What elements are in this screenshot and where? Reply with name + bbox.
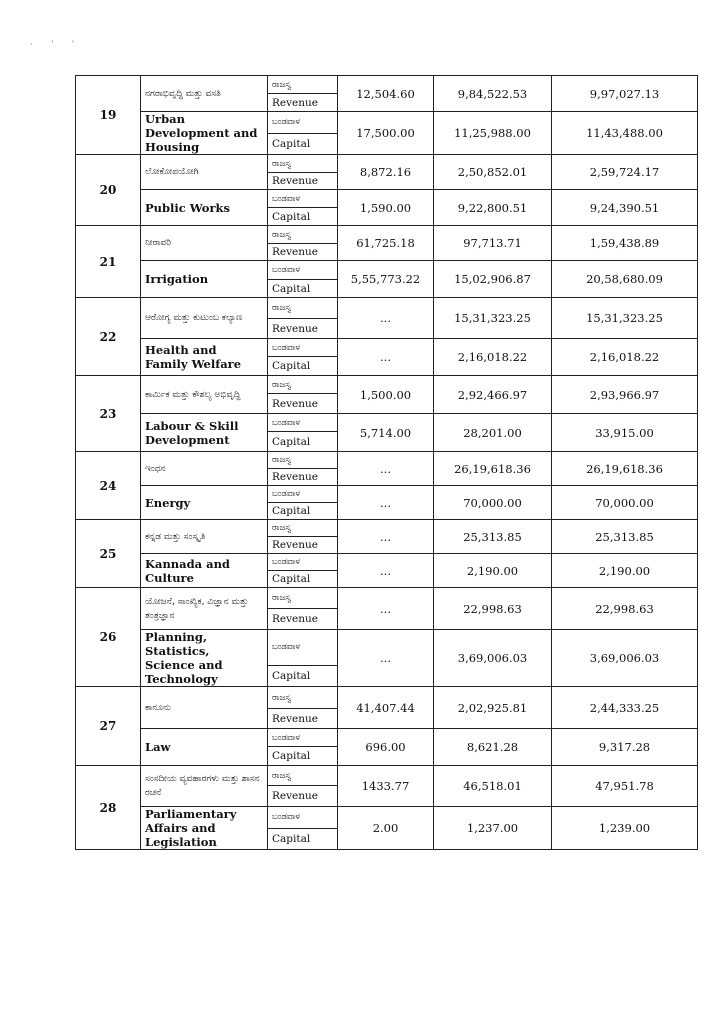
department-name-kannada: ಇಂಧನ [141, 452, 268, 486]
department-name-english: Labour & Skill Development [141, 414, 268, 452]
serial-number: 26 [76, 588, 141, 687]
revenue-amount-a: 8,872.16 [338, 155, 434, 190]
serial-number: 25 [76, 520, 141, 588]
revenue-total: 47,951.78 [552, 766, 698, 807]
revenue-amount-a: 1,500.00 [338, 376, 434, 414]
revenue-label: Revenue [268, 537, 338, 554]
serial-number: 23 [76, 376, 141, 452]
capital-label: Capital [268, 828, 338, 850]
capital-amount-b: 1,237.00 [434, 807, 552, 850]
capital-amount-a: 5,714.00 [338, 414, 434, 452]
revenue-total: 15,31,323.25 [552, 298, 698, 339]
capital-label-kannada: ಬಂಡವಾಳ [268, 486, 338, 503]
table-row [76, 729, 698, 747]
revenue-label: Revenue [268, 786, 338, 807]
table-row [76, 226, 698, 244]
revenue-label-kannada: ರಾಜಸ್ವ [268, 226, 338, 244]
capital-total: 9,24,390.51 [552, 190, 698, 226]
capital-amount-b: 9,22,800.51 [434, 190, 552, 226]
revenue-amount-a: 12,504.60 [338, 76, 434, 112]
table-row [76, 76, 698, 94]
capital-amount-a: 696.00 [338, 729, 434, 766]
table-row [76, 414, 698, 432]
department-name-kannada: ಕಾರ್ಮಿಕ ಮತ್ತು ಕೌಶಲ್ಯ ಅಭಿವೃದ್ಧಿ [141, 376, 268, 414]
table-row [76, 298, 698, 319]
scan-specks: · ˈ ˈ [30, 40, 83, 49]
revenue-label-kannada: ರಾಜಸ್ವ [268, 520, 338, 537]
revenue-label: Revenue [268, 609, 338, 630]
revenue-label-kannada: ರಾಜಸ್ವ [268, 452, 338, 469]
capital-amount-b: 70,000.00 [434, 486, 552, 520]
capital-amount-b: 11,25,988.00 [434, 112, 552, 155]
table-row [76, 554, 698, 571]
department-name-english: Planning, Statistics, Science and Technology [141, 630, 268, 687]
table-row [76, 376, 698, 394]
table-row [76, 452, 698, 469]
revenue-label-kannada: ರಾಜಸ್ವ [268, 376, 338, 394]
capital-label-kannada: ಬಂಡವಾಳ [268, 807, 338, 829]
serial-number: 28 [76, 766, 141, 850]
capital-total: 20,58,680.09 [552, 261, 698, 298]
department-name-english: Public Works [141, 190, 268, 226]
table-row [76, 190, 698, 208]
revenue-total: 22,998.63 [552, 588, 698, 630]
serial-number: 22 [76, 298, 141, 376]
capital-label: Capital [268, 571, 338, 588]
revenue-amount-a: 61,725.18 [338, 226, 434, 261]
table-row [76, 520, 698, 537]
capital-total: 1,239.00 [552, 807, 698, 850]
revenue-label: Revenue [268, 709, 338, 729]
revenue-amount-a: ... [338, 452, 434, 486]
revenue-label-kannada: ರಾಜಸ್ವ [268, 298, 338, 319]
table-row [76, 155, 698, 173]
revenue-total: 26,19,618.36 [552, 452, 698, 486]
budget-table [75, 75, 698, 850]
department-name-kannada: ಆರೋಗ್ಯ ಮತ್ತು ಕುಟುಂಬ ಕಲ್ಯಾಣ [141, 298, 268, 339]
capital-total: 2,16,018.22 [552, 339, 698, 376]
revenue-total: 2,59,724.17 [552, 155, 698, 190]
serial-number: 19 [76, 76, 141, 155]
capital-label: Capital [268, 432, 338, 452]
table-row [76, 112, 698, 134]
capital-amount-b: 15,02,906.87 [434, 261, 552, 298]
department-name-kannada: ನಗರಾಭಿವೃದ್ಧಿ ಮತ್ತು ವಸತಿ [141, 76, 268, 112]
revenue-total: 1,59,438.89 [552, 226, 698, 261]
revenue-label: Revenue [268, 94, 338, 112]
capital-amount-a: ... [338, 554, 434, 588]
capital-label: Capital [268, 503, 338, 520]
table-row [76, 339, 698, 357]
department-name-kannada: ನೀರಾವರಿ [141, 226, 268, 261]
capital-label-kannada: ಬಂಡವಾಳ [268, 112, 338, 134]
department-name-english: Law [141, 729, 268, 766]
capital-label-kannada: ಬಂಡವಾಳ [268, 190, 338, 208]
capital-total: 2,190.00 [552, 554, 698, 588]
revenue-label-kannada: ರಾಜಸ್ವ [268, 155, 338, 173]
revenue-amount-b: 46,518.01 [434, 766, 552, 807]
revenue-amount-a: ... [338, 520, 434, 554]
revenue-amount-b: 26,19,618.36 [434, 452, 552, 486]
capital-amount-a: 2.00 [338, 807, 434, 850]
department-name-kannada: ಯೋಜನೆ, ಸಾಂಖ್ಯಿಕ, ವಿಜ್ಞಾನ ಮತ್ತು ತಂತ್ರಜ್ಞಾನ [141, 588, 268, 630]
capital-amount-a: ... [338, 339, 434, 376]
revenue-amount-b: 22,998.63 [434, 588, 552, 630]
capital-label-kannada: ಬಂಡವಾಳ [268, 729, 338, 747]
table-row [76, 766, 698, 786]
revenue-label-kannada: ರಾಜಸ್ವ [268, 76, 338, 94]
revenue-total: 25,313.85 [552, 520, 698, 554]
capital-total: 9,317.28 [552, 729, 698, 766]
revenue-label-kannada: ರಾಜಸ್ವ [268, 766, 338, 786]
capital-label-kannada: ಬಂಡವಾಳ [268, 414, 338, 432]
table-row [76, 261, 698, 280]
serial-number: 20 [76, 155, 141, 226]
revenue-label: Revenue [268, 469, 338, 486]
capital-total: 3,69,006.03 [552, 630, 698, 687]
capital-amount-b: 2,16,018.22 [434, 339, 552, 376]
revenue-amount-a: 41,407.44 [338, 687, 434, 729]
department-name-english: Health and Family Welfare [141, 339, 268, 376]
revenue-amount-b: 25,313.85 [434, 520, 552, 554]
revenue-label: Revenue [268, 173, 338, 190]
capital-total: 70,000.00 [552, 486, 698, 520]
capital-amount-b: 28,201.00 [434, 414, 552, 452]
serial-number: 27 [76, 687, 141, 766]
capital-label: Capital [268, 208, 338, 226]
capital-label: Capital [268, 357, 338, 376]
capital-label: Capital [268, 133, 338, 155]
capital-amount-a: ... [338, 630, 434, 687]
table-row [76, 687, 698, 709]
capital-label: Capital [268, 665, 338, 686]
table-row [76, 630, 698, 666]
capital-label-kannada: ಬಂಡವಾಳ [268, 261, 338, 280]
capital-amount-b: 8,621.28 [434, 729, 552, 766]
budget-table-body [76, 76, 698, 850]
table-row [76, 486, 698, 503]
revenue-amount-b: 2,92,466.97 [434, 376, 552, 414]
capital-label-kannada: ಬಂಡವಾಳ [268, 339, 338, 357]
department-name-english: Kannada and Culture [141, 554, 268, 588]
revenue-label: Revenue [268, 244, 338, 261]
revenue-amount-b: 97,713.71 [434, 226, 552, 261]
revenue-amount-a: 1433.77 [338, 766, 434, 807]
capital-amount-b: 3,69,006.03 [434, 630, 552, 687]
department-name-kannada: ಸಂಸದೀಯ ವ್ಯವಹಾರಗಳು ಮತ್ತು ಶಾಸನ ರಚನೆ [141, 766, 268, 807]
capital-total: 11,43,488.00 [552, 112, 698, 155]
capital-label: Capital [268, 280, 338, 298]
capital-total: 33,915.00 [552, 414, 698, 452]
department-name-english: Irrigation [141, 261, 268, 298]
department-name-kannada: ಕನ್ನಡ ಮತ್ತು ಸಂಸ್ಕೃತಿ [141, 520, 268, 554]
table-row [76, 807, 698, 829]
revenue-label: Revenue [268, 319, 338, 339]
revenue-total: 2,93,966.97 [552, 376, 698, 414]
revenue-label: Revenue [268, 394, 338, 414]
department-name-kannada: ಲೋಕೋಪಯೋಗಿ [141, 155, 268, 190]
revenue-amount-a: ... [338, 588, 434, 630]
table-row [76, 588, 698, 609]
revenue-total: 9,97,027.13 [552, 76, 698, 112]
revenue-label-kannada: ರಾಜಸ್ವ [268, 588, 338, 609]
revenue-amount-b: 2,50,852.01 [434, 155, 552, 190]
capital-amount-a: ... [338, 486, 434, 520]
revenue-total: 2,44,333.25 [552, 687, 698, 729]
department-name-english: Parliamentary Affairs and Legislation [141, 807, 268, 850]
revenue-amount-a: ... [338, 298, 434, 339]
revenue-label-kannada: ರಾಜಸ್ವ [268, 687, 338, 709]
capital-amount-a: 17,500.00 [338, 112, 434, 155]
revenue-amount-b: 2,02,925.81 [434, 687, 552, 729]
revenue-amount-b: 15,31,323.25 [434, 298, 552, 339]
serial-number: 24 [76, 452, 141, 520]
capital-amount-a: 1,590.00 [338, 190, 434, 226]
revenue-amount-b: 9,84,522.53 [434, 76, 552, 112]
serial-number: 21 [76, 226, 141, 298]
capital-label-kannada: ಬಂಡವಾಳ [268, 554, 338, 571]
capital-label: Capital [268, 747, 338, 766]
capital-label-kannada: ಬಂಡವಾಳ [268, 630, 338, 666]
capital-amount-a: 5,55,773.22 [338, 261, 434, 298]
department-name-english: Energy [141, 486, 268, 520]
department-name-kannada: ಕಾನೂನು [141, 687, 268, 729]
department-name-english: Urban Development and Housing [141, 112, 268, 155]
capital-amount-b: 2,190.00 [434, 554, 552, 588]
